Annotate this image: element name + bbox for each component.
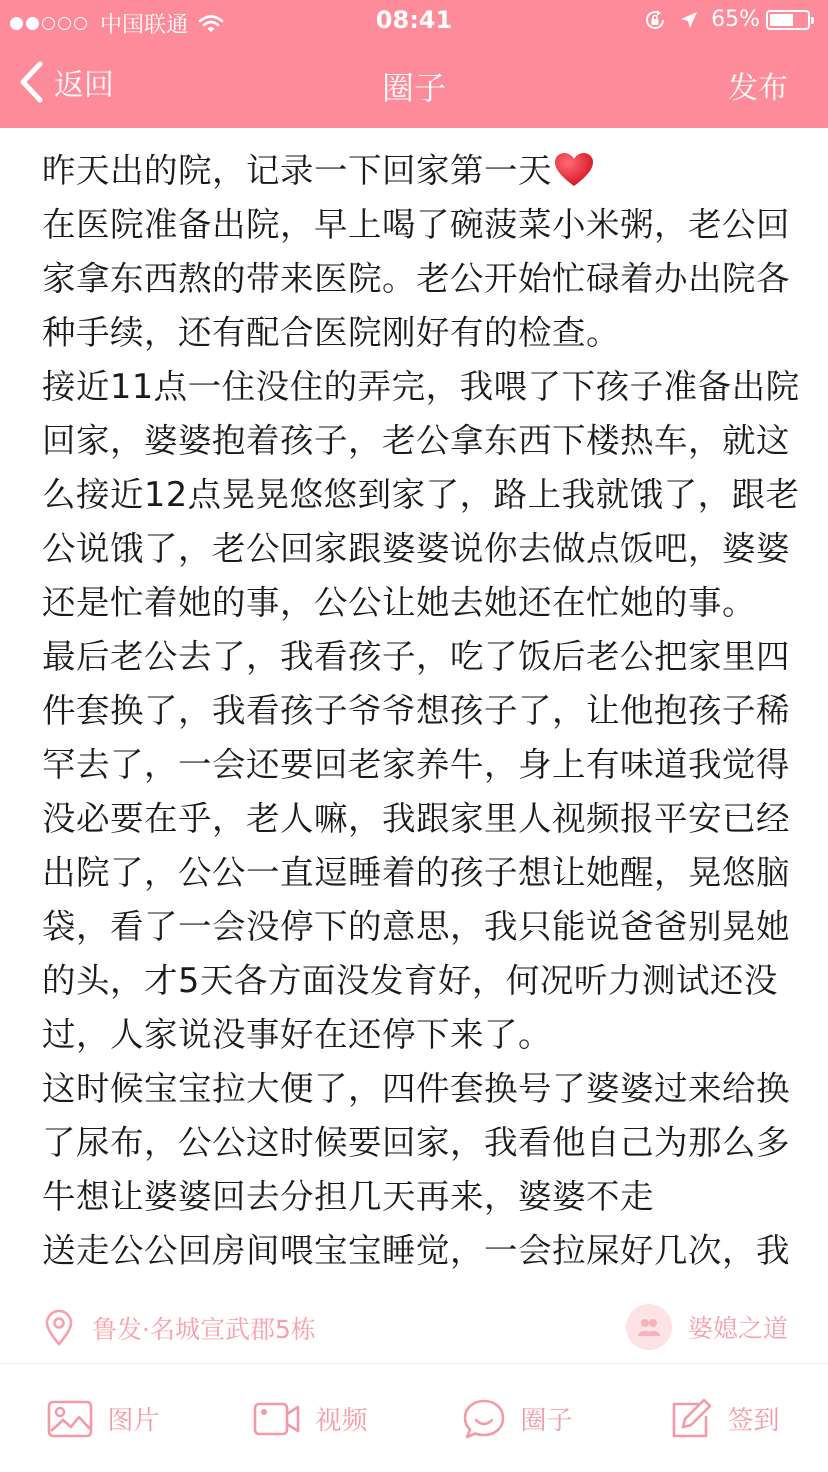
- video-label: 视频: [315, 1406, 368, 1436]
- circle-tag[interactable]: [626, 1304, 788, 1350]
- video-button[interactable]: [207, 1365, 414, 1472]
- checkin-button[interactable]: [621, 1365, 828, 1472]
- top-bar: [0, 0, 828, 128]
- heart-icon: [554, 152, 594, 188]
- post-paragraph: 在医院准备出院，早上喝了碗菠菜小米粥，老公回家拿东西熬的带来医院。老公开始忙碌着办出院各种手续，还有配合医院刚好有的检查。: [42, 205, 790, 352]
- location-tag-bar: [0, 1296, 828, 1364]
- nav-bar: [0, 40, 828, 128]
- image-icon: [47, 1400, 93, 1438]
- status-bar: [0, 0, 828, 40]
- battery-fill: [770, 14, 793, 26]
- status-time: 08:41: [375, 6, 453, 34]
- status-right: [643, 7, 810, 32]
- checkin-label: 签到: [727, 1406, 780, 1436]
- publish-button[interactable]: 发布: [728, 71, 788, 106]
- battery-percentage: 65%: [711, 7, 760, 32]
- back-button[interactable]: [18, 60, 114, 104]
- location-pin-icon: [44, 1310, 74, 1346]
- location-text: 鲁发·名城宣武郡5栋: [92, 1315, 316, 1344]
- group-icon: [626, 1304, 672, 1350]
- circle-label: 圈子: [520, 1406, 573, 1436]
- post-first-line-text: 昨天出的院，记录一下回家第一天: [42, 151, 552, 190]
- post-content-area[interactable]: [0, 128, 828, 1296]
- video-icon: [253, 1400, 301, 1438]
- back-label: 返回: [54, 68, 114, 103]
- page-title: 圈子: [381, 69, 446, 107]
- location-arrow-icon: [679, 10, 699, 30]
- bottom-toolbar: [0, 1365, 828, 1472]
- post-paragraph: 送走公公回房间喂宝宝睡觉，一会拉屎好几次，我: [42, 1231, 790, 1270]
- edit-icon: [669, 1398, 713, 1440]
- chat-bubble-icon: [462, 1398, 506, 1440]
- image-label: 图片: [107, 1406, 160, 1436]
- lock-rotation-icon: [643, 8, 667, 32]
- image-button[interactable]: [0, 1365, 207, 1472]
- circle-button[interactable]: [414, 1365, 621, 1472]
- tag-text: 婆媳之道: [687, 1314, 788, 1343]
- location-selector[interactable]: [44, 1310, 316, 1346]
- post-paragraph: 这时候宝宝拉大便了，四件套换号了婆婆过来给换了尿布，公公这时候要回家，我看他自己为那么多牛想让婆婆回去分担几天再来，婆婆不走: [42, 1069, 790, 1216]
- post-paragraph: 最后老公去了，我看孩子，吃了饭后老公把家里四件套换了，我看孩子爷爷想孩子了，让他抱孩子稀罕去了，一会还要回老家养牛，身上有味道我觉得没必要在乎，老人嘛，我跟家里人视频报平安已经出院了，公公一直逗睡着的孩子想让她醒，晃悠脑袋，看了一会没停下的意思，我只能说爸爸别晃她的头，才5天各方面没发育好，何况听力测试还没过，人家说没事好在还停下来了。: [42, 637, 790, 1054]
- post-text[interactable]: [42, 144, 802, 1278]
- carrier-name: 中国联通: [100, 13, 189, 38]
- post-paragraph: 接近11点一住没住的弄完，我喂了下孩子准备出院回家，婆婆抱着孩子，老公拿东西下楼热车，就这么接近12点晃晃悠悠到家了，路上我就饿了，跟老公说饿了，老公回家跟婆婆说你去做点饭吧，婆婆还是忙着她的事，公公让她去她还在忙她的事。: [42, 367, 800, 622]
- post-first-line: [42, 144, 802, 198]
- back-chevron-icon: [18, 61, 44, 103]
- battery-icon: [766, 10, 810, 30]
